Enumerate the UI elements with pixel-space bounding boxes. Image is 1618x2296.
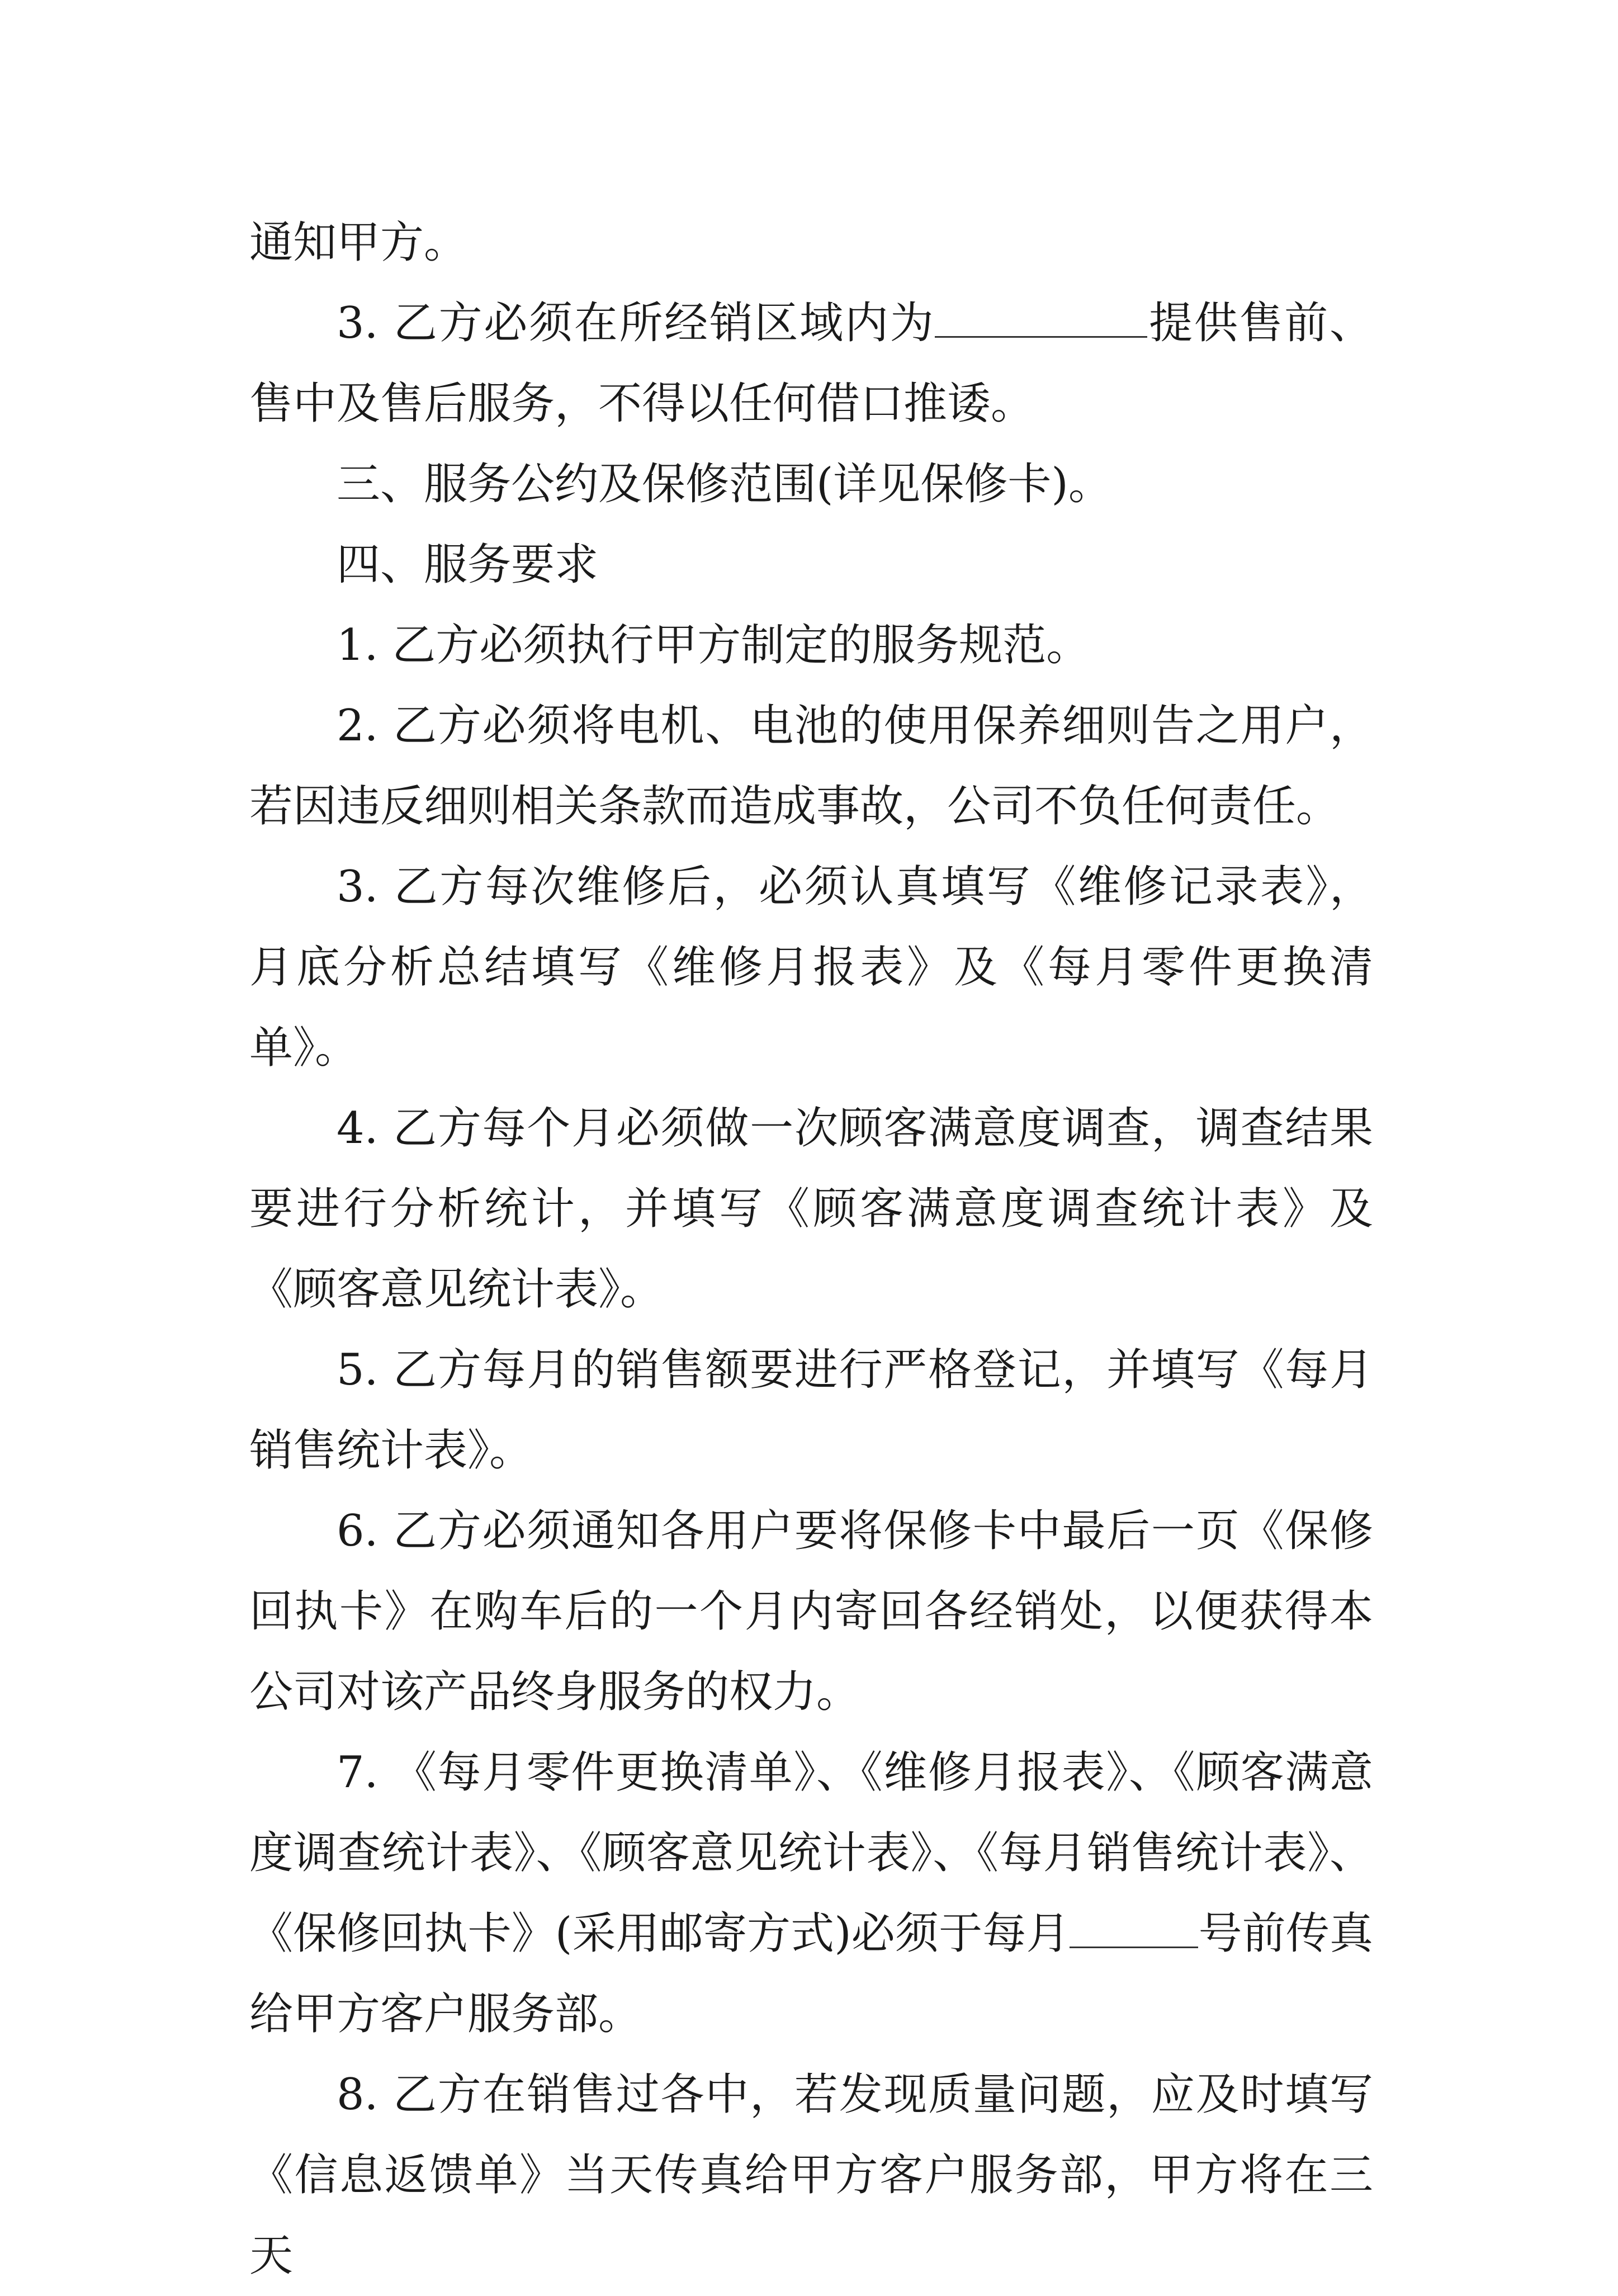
paragraph-text: 7. 《每月零件更换清单》、《维修月报表》、《顾客满意度调查统计表》、《顾客意见统计表》、《每月销售统计表》、《保修回执卡》(采用邮寄方式)必须于每月	[249, 1747, 1373, 1959]
paragraph: 6. 乙方必须通知各用户要将保修卡中最后一页《保修回执卡》在购车后的一个月内寄回各经销处，以便获得本公司对该产品终身服务的权力。	[249, 1506, 1373, 1717]
paragraph-text: 3. 乙方必须在所经销区域内为	[337, 298, 935, 348]
document-body	[249, 202, 1373, 2296]
paragraph-text: 提供售前、售中及售后服务，不得以任何借口推诿。	[249, 298, 1373, 429]
paragraph: 8. 乙方在销售过各中，若发现质量问题，应及时填写《信息返馈单》当天传真给甲方客户服务部，甲方将在三天	[249, 2070, 1373, 2281]
paragraph-text: 号前传真给甲方客户服务部。	[249, 1908, 1373, 2039]
fill-in-blank	[1070, 1902, 1198, 1948]
section-heading: 四、服务要求	[337, 540, 599, 590]
section-heading: 三、服务公约及保修范围(详见保修卡)。	[337, 459, 1112, 509]
paragraph	[249, 1732, 1373, 2054]
paragraph	[249, 283, 1373, 444]
paragraph: 4. 乙方每个月必须做一次顾客满意度调查，调查结果要进行分析统计，并填写《顾客满意度调查统计表》及《顾客意见统计表》。	[249, 1103, 1373, 1315]
paragraph: 5. 乙方每月的销售额要进行严格登记，并填写《每月销售统计表》。	[249, 1345, 1373, 1476]
paragraph: 1. 乙方必须执行甲方制定的服务规范。	[337, 620, 1090, 670]
paragraph: 2. 乙方必须将电机、电池的使用保养细则告之用户，若因违反细则相关条款而造成事故，公司不负任何责任。	[249, 701, 1373, 832]
paragraph: 通知甲方。	[249, 218, 468, 268]
fill-in-blank	[935, 291, 1147, 338]
paragraph: 3. 乙方每次维修后，必须认真填写《维修记录表》，月底分析总结填写《维修月报表》及《每月零件更换清单》。	[249, 862, 1373, 1073]
